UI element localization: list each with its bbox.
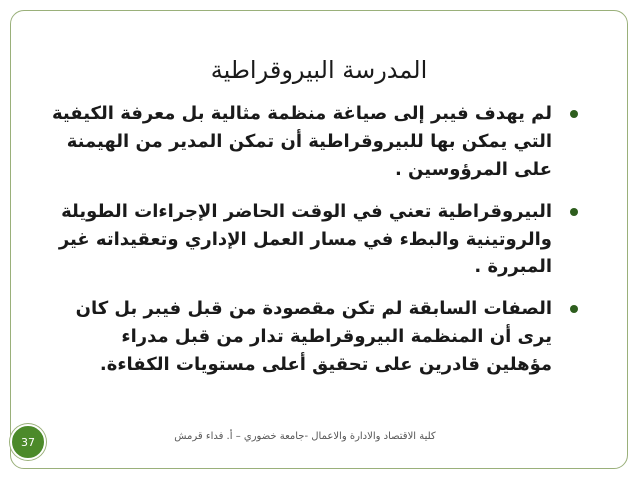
bullet-item	[50, 295, 580, 379]
slide-footer: كلية الاقتصاد والادارة والاعمال -جامعة خضوري – أ. فداء قرمش	[174, 431, 436, 442]
bullet-item	[50, 198, 580, 282]
bullet-list	[50, 100, 580, 379]
bullet-dot-icon	[570, 305, 578, 313]
bullet-dot-icon	[570, 110, 578, 118]
bullet-text: الصفات السابقة لم تكن مقصودة من قبل فيبر بل كان يرى أن المنظمة البيروقراطية تدار من قبل مدراء مؤهلين قادرين على تحقيق أعلى مستويات الكفاءة.	[75, 298, 552, 376]
page-number-badge: 37	[10, 424, 46, 460]
bullet-text: البيروقراطية تعني في الوقت الحاضر الإجراءات الطويلة والروتينية والبطء في مسار العمل الإداري وتعقيداته غير المبررة .	[58, 200, 552, 278]
bullet-item	[50, 100, 580, 184]
bullet-text: لم يهدف فيبر إلى صياغة منظمة مثالية بل معرفة الكيفية التي يمكن بها للبيروقراطية أن تمكن المدير من الهيمنة على المرؤوسين .	[51, 103, 552, 180]
slide-title: المدرسة البيروقراطية	[210, 56, 428, 84]
bullet-dot-icon	[570, 208, 578, 216]
